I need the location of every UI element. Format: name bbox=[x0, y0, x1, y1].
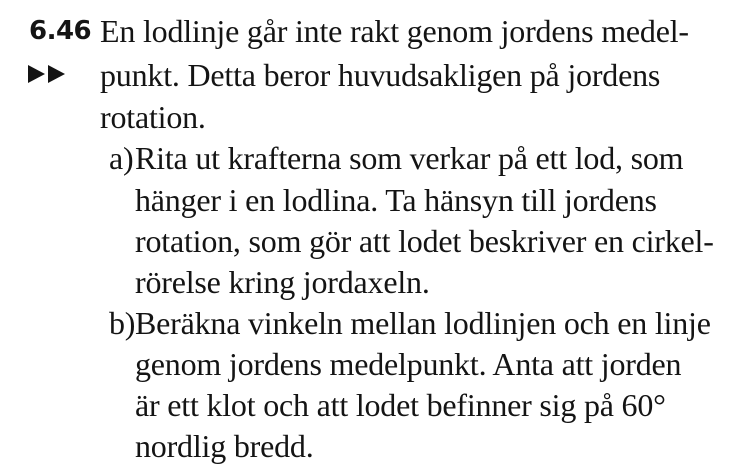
part-a-line-2: hänger i en lodlina. Ta hänsyn till jordens bbox=[135, 182, 657, 218]
part-b-line-3: är ett klot och att lodet befinner sig på 60° bbox=[135, 387, 666, 423]
intro-line-2: punkt. Detta beror huvudsakligen på jordens bbox=[100, 57, 661, 93]
part-b-label: b) bbox=[109, 305, 136, 341]
part-a-text-1: Rita ut krafterna som verkar på ett lod, som bbox=[135, 140, 684, 176]
part-a-line-3: rotation, som gör att lodet beskriver en cirkel- bbox=[135, 223, 714, 259]
intro-line-1: En lodlinje går inte rakt genom jordens medel- bbox=[100, 13, 689, 49]
part-b-text-1: Beräkna vinkeln mellan lodlinjen och en linje bbox=[135, 305, 711, 341]
problem-number: 6.46 bbox=[29, 16, 92, 46]
part-a-line-1 bbox=[109, 138, 683, 178]
part-b-line-2: genom jordens medelpunkt. Anta att jorden bbox=[135, 346, 682, 382]
part-a-label: a) bbox=[109, 140, 134, 176]
intro-line-3: rotation. bbox=[100, 99, 206, 135]
part-a-line-4: rörelse kring jordaxeln. bbox=[135, 264, 430, 300]
double-triangle-icon bbox=[26, 62, 70, 86]
part-b-line-4: nordlig bredd. bbox=[135, 428, 314, 464]
part-b-line-1 bbox=[109, 303, 711, 343]
